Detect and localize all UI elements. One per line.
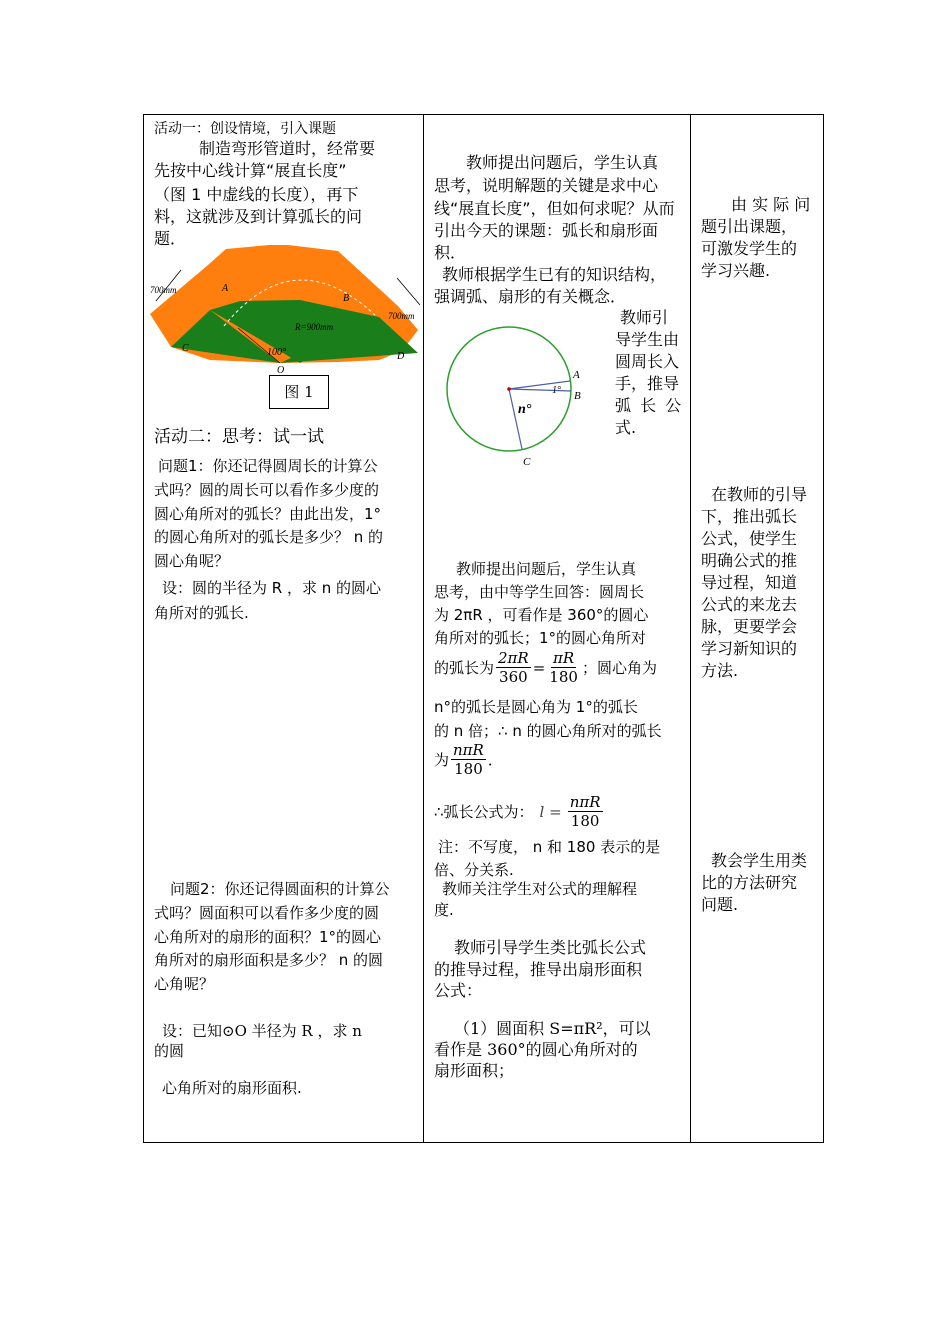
point-A-label: A: [222, 283, 229, 294]
teacher-text: 的推导过程，推导出扇形面积: [434, 960, 643, 979]
arc-length-derivation: 的弧长为 $\frac{2\pi R}{360}$ = $\frac{\pi R}{180}$ ；圆心角为: [434, 649, 657, 686]
dim-label-left: 700mm: [150, 285, 177, 295]
intent-text: 公式，使学生: [701, 529, 798, 548]
intro-text: 制造弯形管道时，经常要: [199, 139, 376, 158]
fraction: [547, 649, 580, 686]
teacher-text: 公式：: [434, 981, 483, 1000]
intent-text: 题引出课题，: [701, 217, 798, 236]
teacher-text: 引出今天的课题：弧长和扇形面: [434, 221, 659, 240]
question2-text: 式吗？圆面积可以看作多少度的圆: [154, 904, 380, 922]
intent-text: 可激发学生的: [701, 239, 798, 258]
side-note: 弧 长 公: [615, 396, 684, 415]
intent-text: 学习新知识的: [701, 639, 798, 658]
activity1-title: 活动一：创设情境，引入课题: [154, 121, 336, 137]
point-D-label: D: [397, 351, 405, 362]
fraction-numerator: nπR: [569, 793, 601, 811]
intent-text: 导过程，知道: [701, 573, 798, 592]
angle-n-label: n°: [518, 402, 532, 417]
intent-text: 教会学生用类: [711, 851, 808, 870]
derivation-text: 为: [434, 750, 450, 769]
dim-label-right: 700mm: [388, 311, 415, 321]
intro-text: （图 1 中虚线的长度），再下: [154, 185, 359, 204]
fraction-denominator: 360: [499, 668, 528, 686]
side-note: 圆周长入: [615, 352, 680, 371]
figure-caption-box: [269, 375, 329, 409]
teacher-text: 的 n 倍；∴ n 的圆心角所对的弧长: [434, 722, 662, 740]
intent-text: 公式的来龙去: [701, 595, 798, 614]
point-A-label: A: [573, 369, 580, 381]
teacher-text: 角所对的弧长；1°的圆心角所对: [434, 629, 647, 647]
side-note: 导学生由: [615, 330, 680, 349]
point-C-label: C: [523, 456, 531, 468]
teacher-text: 教师关注学生对公式的理解程: [442, 880, 638, 898]
teacher-text: 教师根据学生已有的知识结构，: [442, 265, 667, 284]
question1-text: 的圆心角所对的弧长是多少？ n 的: [154, 528, 384, 546]
lesson-table: [143, 114, 824, 1143]
question2-text: 问题2：你还记得圆面积的计算公: [170, 880, 390, 898]
intent-text: 明确公式的推: [701, 551, 798, 570]
teacher-text: 看作是 360°的圆心角所对的: [434, 1040, 638, 1059]
teacher-text: n°的弧长是圆心角为 1°的弧长: [434, 698, 638, 716]
question1-text: 圆心角所对的弧长？由此出发，1°: [154, 505, 382, 523]
note-text: 倍、分关系.: [434, 861, 514, 879]
question1-text: 问题1：你还记得圆周长的计算公: [158, 457, 378, 475]
fraction: [568, 793, 603, 830]
setup2-text: 设：已知⊙O 半径为 R ，求 n: [162, 1022, 362, 1040]
teacher-text: 思考，由中等学生回答：圆周长: [434, 583, 645, 601]
radius-OC: [509, 389, 522, 449]
intent-text: 在教师的引导: [711, 485, 808, 504]
setup2-text: 心角所对的扇形面积.: [162, 1079, 302, 1097]
formula-l: l =: [539, 802, 562, 821]
intro-text: 题．: [154, 229, 187, 248]
angle-1-label: 1°: [552, 385, 561, 396]
point-B-label: B: [343, 293, 350, 304]
arc-length-formula: [434, 793, 603, 830]
setup1-text: 角所对的弧长.: [154, 604, 249, 622]
side-note: 教师引: [620, 308, 669, 327]
arc-length-result: [434, 741, 503, 778]
question2-text: 心角呢？: [154, 975, 215, 993]
column-intent: [691, 115, 825, 1142]
teacher-text: 教师提出问题后，学生认真: [466, 153, 659, 172]
question2-text: 心角所对的扇形的面积？1°的圆心: [154, 928, 382, 946]
setup2-text: 的圆: [154, 1042, 185, 1060]
fraction: [451, 741, 486, 778]
column-activity: [144, 115, 423, 1142]
derivation-text: ．: [487, 750, 503, 769]
fraction-denominator: 180: [549, 668, 578, 686]
fraction-denominator: 180: [570, 812, 600, 830]
fraction-denominator: 180: [454, 760, 483, 778]
figure-caption: 图 1: [284, 383, 314, 401]
intent-text: 由 实 际 问: [731, 195, 811, 214]
teacher-text: 扇形面积；: [434, 1061, 515, 1080]
note-text: 注：不写度， n 和 180 表示的是: [438, 838, 661, 856]
intent-text: 比的方法研究: [701, 873, 798, 892]
fraction-numerator: πR: [553, 649, 575, 667]
derivation-text: 的弧长为: [434, 658, 495, 677]
point-B-label: B: [574, 390, 581, 402]
radius-OB: [509, 389, 571, 391]
dim-line-right: [397, 278, 420, 305]
intent-text: 下，推出弧长: [701, 507, 798, 526]
derivation-text: ；圆心角为: [581, 658, 657, 677]
circle-figure: [444, 323, 594, 469]
angle-label: 100°: [267, 347, 286, 358]
side-note: 式.: [615, 418, 637, 437]
radius-label: R=900mm: [295, 322, 334, 332]
teacher-text: 教师提出问题后，学生认真: [456, 560, 637, 578]
teacher-text: 强调弧、扇形的有关概念．: [434, 287, 627, 306]
teacher-text: 教师引导学生类比弧长公式: [454, 938, 647, 957]
point-O-label: O: [277, 365, 285, 376]
fraction: [496, 649, 531, 686]
question1-text: 式吗？圆的周长可以看作多少度的: [154, 481, 380, 499]
teacher-text: 线“展直长度”，但如何求呢？从而: [434, 199, 675, 218]
question2-text: 角所对的扇形面积是多少？ n 的圆: [154, 951, 384, 969]
teacher-text: 积．: [434, 243, 467, 262]
center-point: [507, 387, 511, 391]
formula-text: ∴弧长公式为：: [434, 802, 534, 821]
side-note: 手，推导: [615, 374, 680, 393]
intent-text: 方法.: [701, 661, 739, 680]
question1-text: 圆心角呢？: [154, 552, 230, 570]
fraction-numerator: nπR: [453, 741, 484, 759]
column-teacher: [424, 115, 690, 1142]
teacher-text: 为 2πR ，可看作是 360°的圆心: [434, 606, 649, 624]
pipe-figure: [150, 245, 422, 377]
intro-text: 先按中心线计算“展直长度”: [154, 161, 347, 180]
activity2-title: 活动二：思考：试一试: [154, 427, 324, 447]
teacher-text: 思考，说明解题的关键是求中心: [434, 176, 659, 195]
intent-text: 学习兴趣.: [701, 261, 771, 280]
fraction-numerator: 2πR: [498, 649, 529, 667]
point-C-label: C: [182, 343, 189, 354]
intent-text: 问题.: [701, 895, 739, 914]
intent-text: 脉，更要学会: [701, 617, 798, 636]
setup1-text: 设：圆的半径为 R ，求 n 的圆心: [162, 579, 382, 597]
teacher-text: （1）圆面积 S=πR²，可以: [454, 1019, 651, 1038]
teacher-text: 度.: [434, 901, 454, 919]
intro-text: 料，这就涉及到计算弧长的问: [154, 207, 363, 226]
